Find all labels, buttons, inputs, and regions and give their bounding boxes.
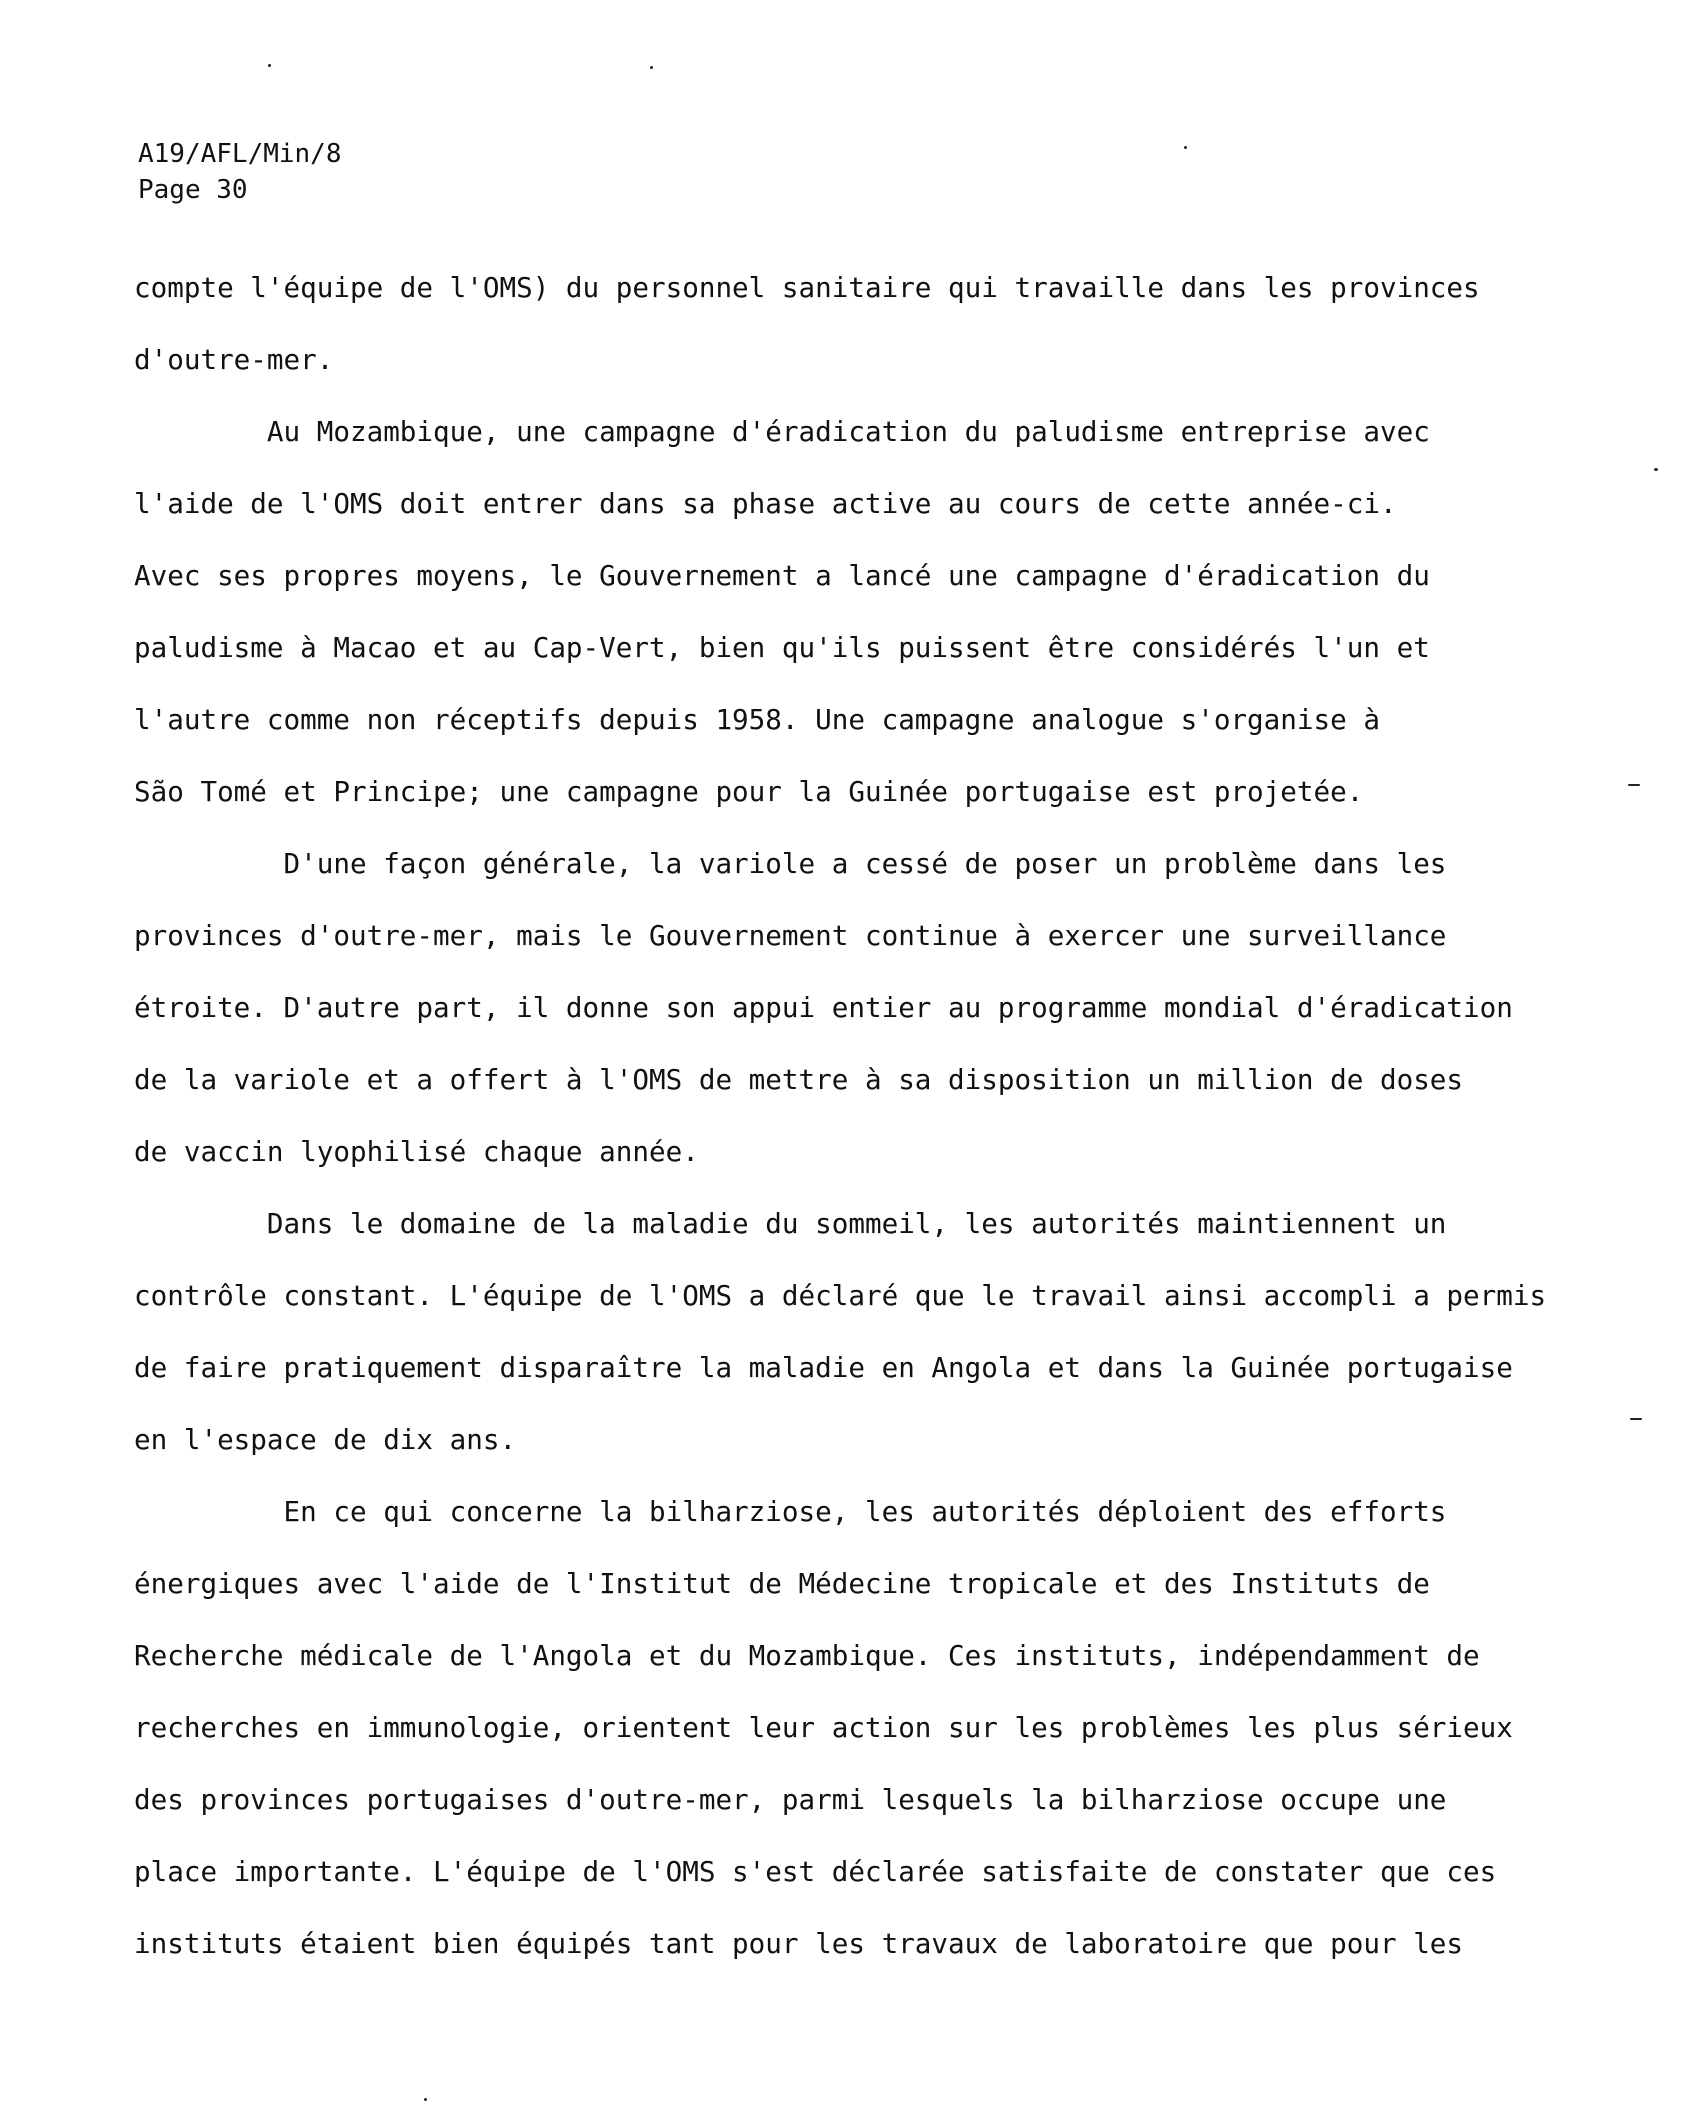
document-header [138,136,342,208]
text-line: l'aide de l'OMS doit entrer dans sa phase active au cours de cette année-ci. [134,487,1397,520]
text-line: paludisme à Macao et au Cap-Vert, bien qu'ils puissent être considérés l'un et [134,631,1430,664]
text-line: recherches en immunologie, orientent leur action sur les problèmes les plus sérieux [134,1711,1513,1744]
text-line: des provinces portugaises d'outre-mer, parmi lesquels la bilharziose occupe une [134,1783,1447,1816]
text-line: Recherche médicale de l'Angola et du Mozambique. Ces instituts, indépendamment de [134,1639,1480,1672]
text-line: Dans le domaine de la maladie du sommeil, les autorités maintiennent un [134,1207,1447,1240]
scan-speck [1184,146,1187,149]
scan-speck [1654,468,1658,471]
text-line: étroite. D'autre part, il donne son appui entier au programme mondial d'éradication [134,991,1513,1024]
text-line: São Tomé et Principe; une campagne pour la Guinée portugaise est projetée. [134,775,1364,808]
text-line: Avec ses propres moyens, le Gouvernement a lancé une campagne d'éradication du [134,559,1430,592]
scan-speck [268,64,271,67]
text-line: l'autre comme non réceptifs depuis 1958. Une campagne analogue s'organise à [134,703,1380,736]
text-line: compte l'équipe de l'OMS) du personnel sanitaire qui travaille dans les provinces [134,271,1480,304]
text-line: en l'espace de dix ans. [134,1423,517,1456]
page-number: Page 30 [138,175,248,205]
text-line: de vaccin lyophilisé chaque année. [134,1135,699,1168]
text-line: de faire pratiquement disparaître la maladie en Angola et dans la Guinée portugaise [134,1351,1513,1384]
text-line: Au Mozambique, une campagne d'éradication du paludisme entreprise avec [134,415,1430,448]
text-line: de la variole et a offert à l'OMS de mettre à sa disposition un million de doses [134,1063,1464,1096]
scan-speck [1628,784,1640,786]
text-line: provinces d'outre-mer, mais le Gouvernement continue à exercer une surveillance [134,919,1447,952]
text-line: instituts étaient bien équipés tant pour les travaux de laboratoire que pour les [134,1927,1464,1960]
document-reference: A19/AFL/Min/8 [138,139,342,169]
text-line: D'une façon générale, la variole a cessé de poser un problème dans les [134,847,1447,880]
text-line: énergiques avec l'aide de l'Institut de Médecine tropicale et des Instituts de [134,1567,1430,1600]
text-line: d'outre-mer. [134,343,334,376]
scan-speck [424,2098,427,2101]
text-line: En ce qui concerne la bilharziose, les autorités déploient des efforts [134,1495,1447,1528]
scan-speck [650,66,653,69]
text-line: contrôle constant. L'équipe de l'OMS a déclaré que le travail ainsi accompli a permis [134,1279,1547,1312]
scan-speck [1630,1418,1642,1420]
text-line: place importante. L'équipe de l'OMS s'est déclarée satisfaite de constater que ces [134,1855,1497,1888]
